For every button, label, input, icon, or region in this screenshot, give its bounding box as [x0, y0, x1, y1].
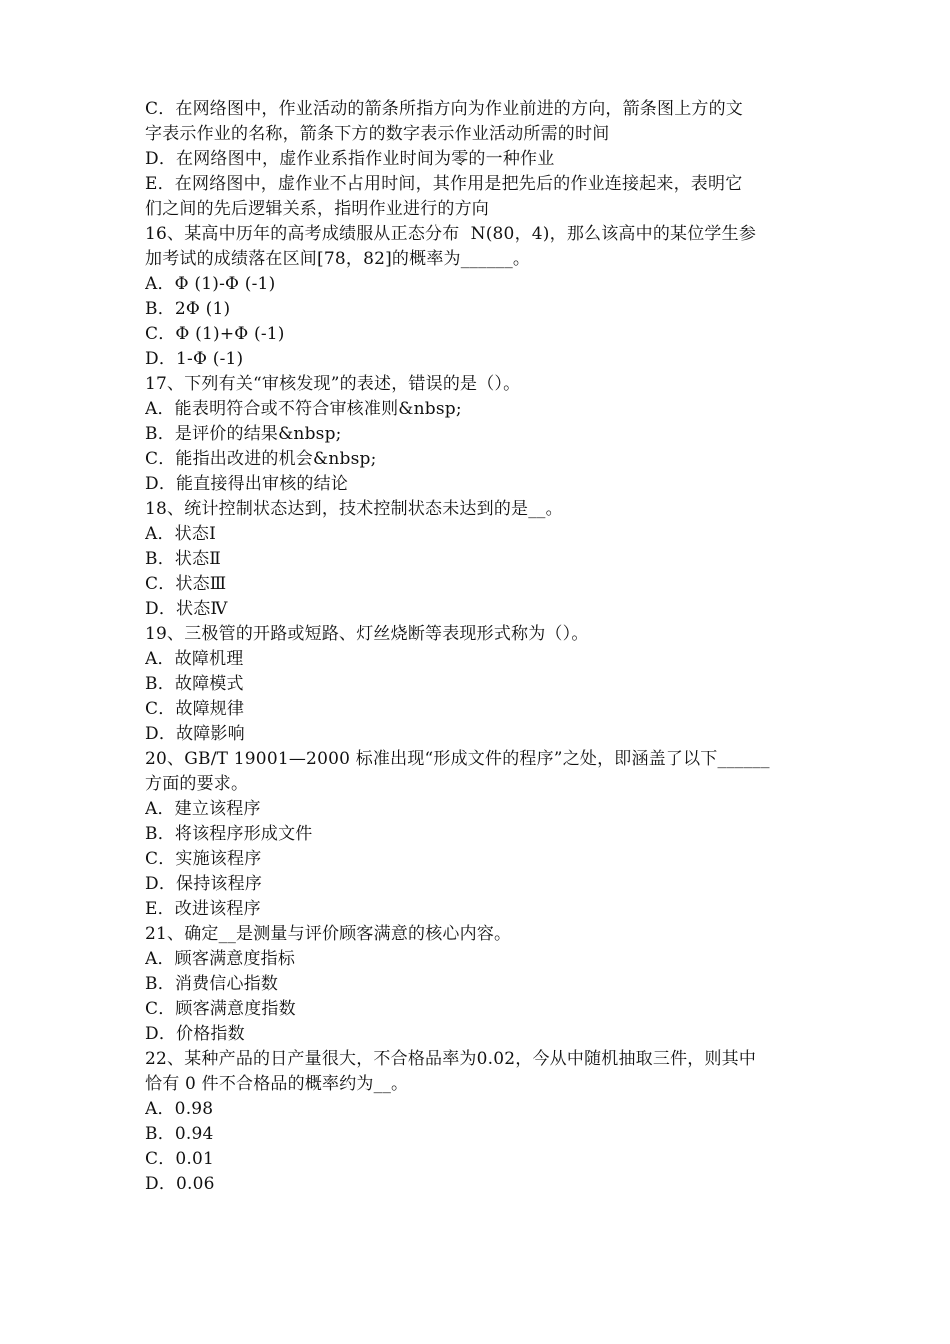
q21-option-d: D．价格指数: [145, 1024, 245, 1044]
question-16: 16、某高中历年的高考成绩服从正态分布 N(80，4)，那么该高中的某位学生参: [145, 224, 757, 244]
q18-option-b: B．状态Ⅱ: [145, 549, 222, 569]
option-d-line: D．在网络图中，虚作业系指作业时间为零的一种作业: [145, 149, 555, 169]
option-c-line: C．在网络图中，作业活动的箭条所指方向为作业前进的方向，箭条图上方的文: [145, 99, 744, 119]
q20-option-d: D．保持该程序: [145, 874, 263, 894]
question-19: 19、三极管的开路或短路、灯丝烧断等表现形式称为（）。: [145, 624, 589, 644]
q19-option-c: C．故障规律: [145, 699, 245, 719]
q21-option-c: C．顾客满意度指数: [145, 999, 296, 1019]
q22-option-d: D．0.06: [145, 1174, 215, 1194]
question-18: 18、统计控制状态达到，技术控制状态未达到的是__。: [145, 499, 563, 519]
q22-option-b: B．0.94: [145, 1124, 214, 1144]
q17-option-d: D．能直接得出审核的结论: [145, 474, 349, 494]
option-c-continuation: 字表示作业的名称，箭条下方的数字表示作业活动所需的时间: [145, 124, 610, 144]
question-22: 22、某种产品的日产量很大，不合格品率为0.02，今从中随机抽取三件，则其中: [145, 1049, 757, 1069]
question-20: 20、GB/T 19001—2000 标准出现“形成文件的程序”之处，即涵盖了以下______: [145, 749, 770, 769]
q21-option-a: A．顾客满意度指标: [145, 949, 296, 969]
q22-option-c: C．0.01: [145, 1149, 215, 1169]
q20-option-b: B．将该程序形成文件: [145, 824, 313, 844]
q17-option-a: A．能表明符合或不符合审核准则&nbsp;: [145, 399, 462, 419]
question-22-continuation: 恰有 0 件不合格品的概率约为__。: [145, 1074, 409, 1094]
q20-option-a: A．建立该程序: [145, 799, 261, 819]
q16-option-c: C．Φ (1)+Φ (-1): [145, 324, 285, 344]
q17-option-c: C．能指出改进的机会&nbsp;: [145, 449, 377, 469]
q18-option-d: D．状态Ⅳ: [145, 599, 228, 619]
q22-option-a: A．0.98: [145, 1099, 214, 1119]
q19-option-a: A．故障机理: [145, 649, 244, 669]
question-20-continuation: 方面的要求。: [145, 774, 249, 794]
q19-option-b: B．故障模式: [145, 674, 244, 694]
question-16-continuation: 加考试的成绩落在区间[78，82]的概率为______。: [145, 249, 531, 269]
question-17: 17、下列有关“审核发现”的表述，错误的是（）。: [145, 374, 521, 394]
document-page: [145, 97, 810, 1197]
q18-option-c: C．状态Ⅲ: [145, 574, 227, 594]
q18-option-a: A．状态Ⅰ: [145, 524, 216, 544]
question-21: 21、确定__是测量与评价顾客满意的核心内容。: [145, 924, 512, 944]
q16-option-a: A．Φ (1)-Φ (-1): [145, 274, 276, 294]
option-e-continuation: 们之间的先后逻辑关系，指明作业进行的方向: [145, 199, 489, 219]
q19-option-d: D．故障影响: [145, 724, 245, 744]
q17-option-b: B．是评价的结果&nbsp;: [145, 424, 342, 444]
q21-option-b: B．消费信心指数: [145, 974, 279, 994]
q16-option-b: B．2Φ (1): [145, 299, 231, 319]
q20-option-e: E．改进该程序: [145, 899, 261, 919]
option-e-line: E．在网络图中，虚作业不占用时间，其作用是把先后的作业连接起来，表明它: [145, 174, 743, 194]
q20-option-c: C．实施该程序: [145, 849, 262, 869]
q16-option-d: D．1-Φ (-1): [145, 349, 244, 369]
